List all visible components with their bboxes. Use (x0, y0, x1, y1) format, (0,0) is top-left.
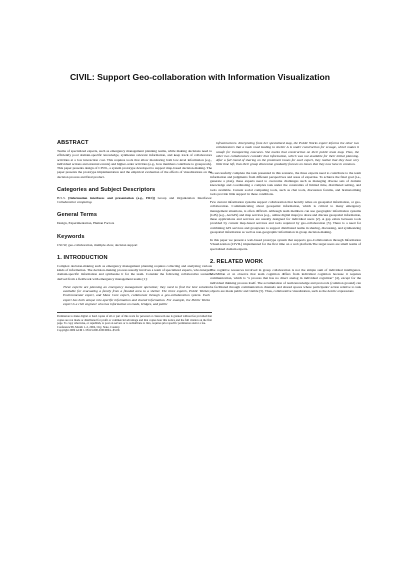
introduction-paragraph: Complex decision-making such as emergency management planning requires collecting and analyzing various kinds of information. The decision-making process usually involves a team of specialized experts, who interpret domain-specific information and synthesize it for the team. Consider the following collaborative scenario derived from a fieldwork with emergency management teams [1]: (57, 263, 212, 281)
introduction-heading: 1. INTRODUCTION (57, 254, 108, 261)
related-work-text: The cognitive resources involved in group collaboration is not the simple sum of individual intelligence. MacMillan et al. observe that team cognition differs from individual cognition because it requires communication, which is "a process that has no direct analog in individual cognition" [4], except for the individual thinking process itself. The accumulation of team knowledge and protocols (common ground) can be facilitated through communication channels and shared spaces where participants' action relative to task objects are made public and visible [5]. Thus, collaborative visualization, such as the deictic expressions (210, 267, 361, 293)
categories-heading: Categories and Subject Descriptors (57, 186, 156, 193)
footnote-conference: Conference'09, Month 1–2, 2004, City, State, Country. (57, 324, 121, 329)
categories-code: H.5.3. (57, 195, 66, 200)
related-work-heading: 2. RELATED WORK (210, 258, 263, 265)
footnote-permission: Permission to make digital or hard copies of all or part of this work for personal or classroom use is granted without fee provided that copies are not made or distributed for profit or commercial advantage and that copies bear this notice and the full citation on the first page. To copy otherwise, or republish, to post on servers or to redistribute to lists, requires prior specific permission and/or a fee. (57, 314, 212, 326)
abstract-heading: ABSTRACT (57, 140, 89, 146)
keywords-text: CSCW, geo-collaboration, multiple-view, decision support (57, 242, 138, 247)
scenario-quote-part2: infrastructures. Interpreting from her specialized map, the Public Works expert informs the other two collaborators that a main road leading to shelter A is under construction for sewage, which makes it unsafe for transporting evacuees. She marks that construction on their public team map. Thus, the other two collaborators consider that information, which was not available for their initial planning. After a full round of sharing on the prominent issues for each expert, they realize that they have very little time left, thus their group discussion gradually focuses on issues that they now have in common. (216, 141, 359, 167)
introduction-paragraph: To successfully complete the task presented in this scenario, the three experts need to contribute to the team information and judgments from different perspectives and areas of expertise. To achieve the final goal (i.e., generate a plan), these experts need to overcome challenges such as managing diverse sets of domain knowledge and coordinating a complex task under the constraints of limited time, distributed setting, and tools available. Current social computing tools, such as chat tools, discussion forums, and brainstorming tools provide little support in these conditions. (210, 170, 361, 196)
categories-bold: [Information interfaces and presentation (e.g., HCI)] (68, 195, 155, 200)
copyright-footnote (57, 312, 212, 333)
right-column (210, 141, 361, 297)
categories-text (57, 196, 212, 205)
categories-plain: Group and Organization Interfaces: (157, 195, 213, 200)
introduction-paragraph: In this paper we present a web-based prototype system that supports geo-Collaboration through Information VIsuaLization (CIVIL) implemented for the first time on a web platform.The target users are small teams of specialized domain experts. (210, 238, 361, 251)
left-column (57, 140, 212, 333)
general-terms-heading: General Terms (57, 212, 98, 219)
general-terms-text: Design, Experimentation, Human Factors (57, 221, 115, 226)
scenario-quote-part1: Three experts are planning an emergency management operation; they need to find the best solution available for evacuating a family from a flooded area to a shelter. The three experts, Public Worker, Environmental expert, and Mass Care expert, collaborate through a geo-collaboration system. Each expert has both unique role-specific information and shared information. For example, the Public Works expert is a civil engineer who has information on roads, bridges, and public (63, 284, 210, 306)
keywords-heading: Keywords (57, 233, 85, 240)
introduction-paragraph: Few current information systems support collaboration that heavily relies on geospatial information, or geo-collaboration. Communicating about geospatial information, which is critical to many emergency management situations, is often difficult. Although team members can use geographic information systems (GIS) (e.g., ArcGIS) and map services (e.g., online digital maps) to share and discuss geospatial information, these applications and services are usually designed for individual users [2]. A gap exists between tools provided by current map-based services and tools required by geo-collaboration [3]. There is a need for combining GIS services and groupware to support distributed teams in sharing, discussing, and synthesizing geospatial information as well as non-geographic information in group decision-making. (210, 200, 361, 234)
categories-italic: Collaborative computing. (57, 200, 93, 204)
footnote-copyright: Copyright 2009 ACM 1-58113-000-0/00/0004...$5.00. (57, 328, 121, 333)
paper-title: CIVIL: Support Geo-collaboration with Information Visualization (69, 72, 331, 82)
abstract-text: Teams of specialized experts, such as emergency management planning teams, while making decisions need to efficiently pool domain-specific knowledge, synthesize relevant information, and keep track of collaborators activities at a low interaction cost. This requires tools that allow monitoring both low-level information (e.g., individual actions and external events) and higher-order activities (e.g., how members contribute to groupwork). This paper presents design of CIVIL, a system prototype developed to support map-based decision-making. The paper presents the prototype implementation and the empirical evaluation of the effects of visualizations on the decision process and final product. (57, 149, 212, 179)
